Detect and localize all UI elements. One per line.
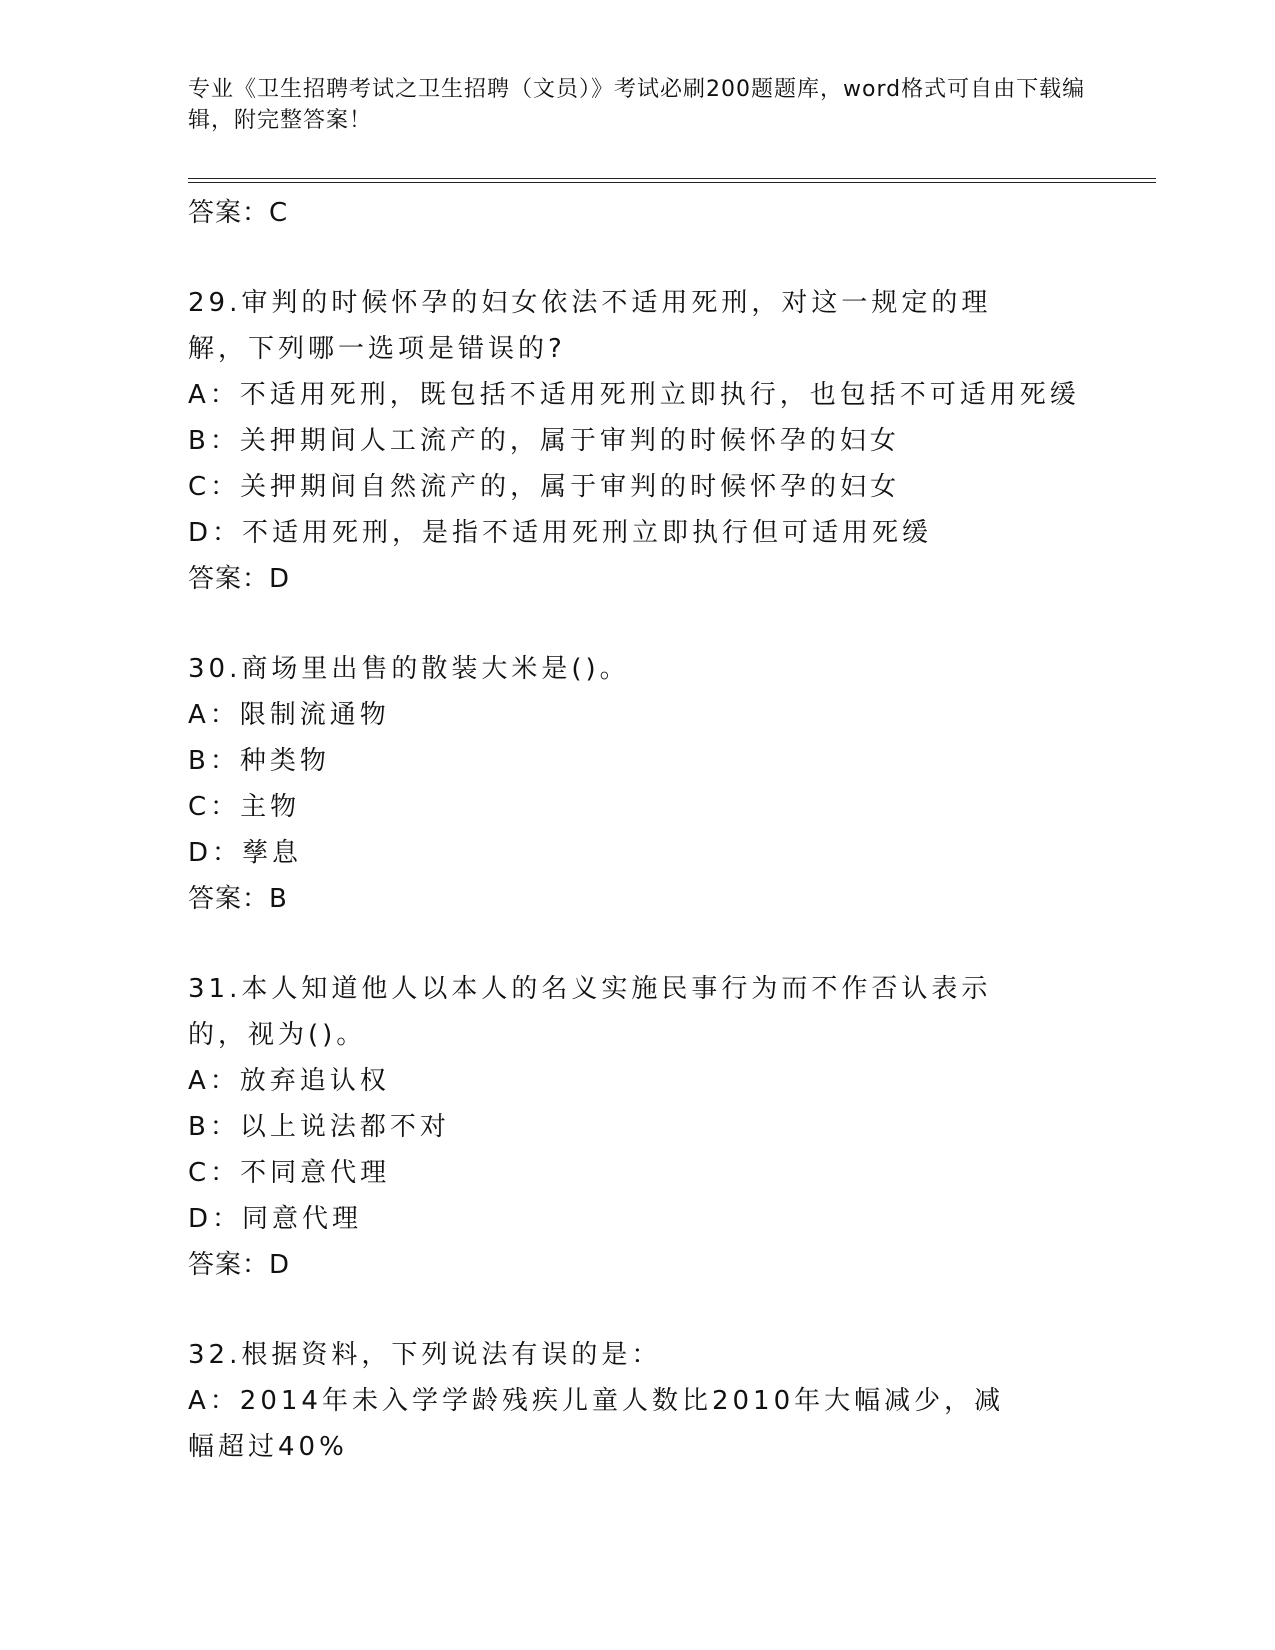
option-a: A：放弃追认权 (188, 1066, 390, 1096)
option-c: C：主物 (188, 792, 301, 822)
question-text: 31.本人知道他人以本人的名义实施民事行为而不作否认表示的，视为()。 (188, 974, 992, 1050)
option-a: A：不适用死刑，既包括不适用死刑立即执行，也包括不可适用死缓 (188, 380, 1080, 410)
question-text: 32.根据资料，下列说法有误的是： (188, 1340, 662, 1370)
answer-line: 答案：D (188, 564, 291, 594)
option-c: C：不同意代理 (188, 1158, 391, 1188)
spacer (188, 1288, 1088, 1332)
option-a: A：2014年未入学学龄残疾儿童人数比2010年大幅减少，减幅超过40% (188, 1386, 1005, 1462)
answer-line: 答案：C (188, 198, 289, 228)
answer-line: 答案：B (188, 884, 288, 914)
option-d: D：孳息 (188, 838, 303, 868)
question-block (188, 966, 1088, 1288)
option-d: D：不适用死刑，是指不适用死刑立即执行但可适用死缓 (188, 518, 933, 548)
answer-line: 答案：D (188, 1250, 291, 1280)
question-block (188, 280, 1088, 602)
spacer (188, 922, 1088, 966)
question-block (188, 646, 1088, 922)
header-divider (188, 178, 1156, 183)
spacer (188, 236, 1088, 280)
spacer (188, 602, 1088, 646)
question-text: 30.商场里出售的散装大米是()。 (188, 654, 630, 684)
option-a: A：限制流通物 (188, 700, 390, 730)
document-body (188, 190, 1088, 1470)
page-header: 专业《卫生招聘考试之卫生招聘（文员）》考试必刷200题题库，word格式可自由下载编辑，附完整答案！ (188, 77, 1086, 133)
option-c: C：关押期间自然流产的，属于审判的时候怀孕的妇女 (188, 472, 901, 502)
question-block (188, 1332, 1088, 1470)
option-b: B：以上说法都不对 (188, 1112, 450, 1142)
option-b: B：关押期间人工流产的，属于审判的时候怀孕的妇女 (188, 426, 900, 456)
question-text: 29.审判的时候怀孕的妇女依法不适用死刑，对这一规定的理解，下列哪一选项是错误的? (188, 288, 992, 364)
option-b: B：种类物 (188, 746, 330, 776)
option-d: D：同意代理 (188, 1204, 363, 1234)
